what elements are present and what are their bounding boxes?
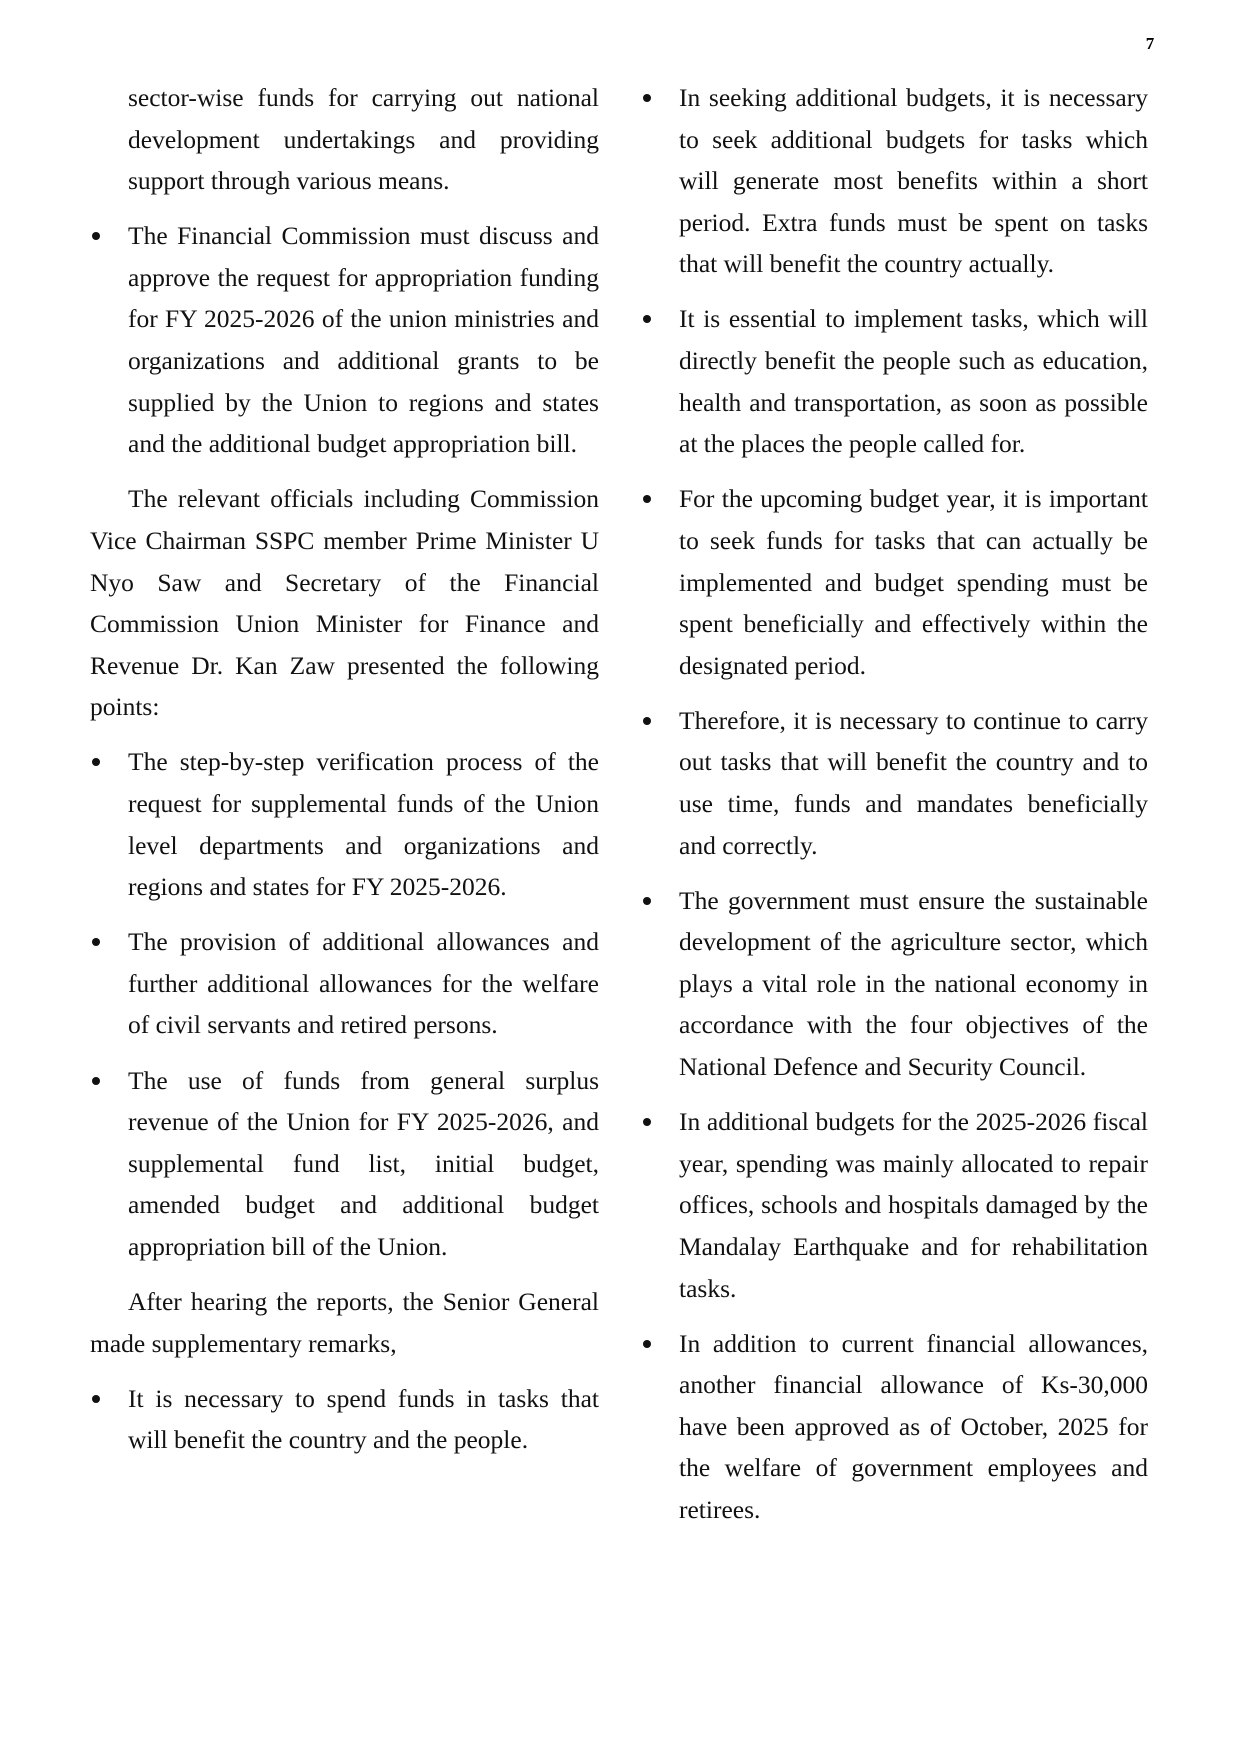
bullet-item [641,880,1148,1088]
bullet-text: In additional budgets for the 2025-2026 fiscal year, spending was mainly allocated to repair offices, schools and hospitals damaged by the Mandalay Earthquake and for rehabilitation tasks. [679,1107,1148,1303]
bullet-text: It is necessary to spend funds in tasks that will benefit the country and the people. [128,1383,599,1455]
bullet-item [641,700,1148,866]
bullet-icon [92,938,100,946]
bullet-text: The step-by-step verification process of the request for supplemental funds of the Union level departments and organizations and regions and states for FY 2025-2026. [128,747,599,902]
bullet-icon [92,232,100,240]
bullet-item [641,1323,1148,1531]
bullet-text: It is essential to implement tasks, which will directly benefit the people such as education, health and transportation, as soon as possible at the places the people called for. [679,304,1148,459]
bullet-icon [643,717,651,725]
bullet-text: The use of funds from general surplus revenue of the Union for FY 2025-2026, and supplemental fund list, initial budget, amended budget and additional budget appropriation bill of the Union. [128,1065,599,1261]
bullet-icon [643,1118,651,1126]
bullet-text: The Financial Commission must discuss and approve the request for appropriation funding for FY 2025-2026 of the union ministries and organizations and additional grants to be supplied by the Union to regions and states and the additional budget appropriation bill. [128,221,599,459]
bullet-item [641,478,1148,686]
bullet-item [90,215,599,465]
bullet-text: In seeking additional budgets, it is necessary to seek additional budgets for tasks which will generate most benefits within a short period. Extra funds must be spent on tasks that will benefit the country actually. [679,83,1148,279]
right-column [641,77,1148,1544]
bullet-text: In addition to current financial allowances, another financial allowance of Ks-30,000 have been approved as of October, 2025 for the welfare of government employees and retirees. [679,1328,1148,1524]
body-paragraph: After hearing the reports, the Senior General made supplementary remarks, [90,1287,599,1358]
body-paragraph: The relevant officials including Commission Vice Chairman SSPC member Prime Minister U Nyo Saw and Secretary of the Financial Commission Union Minister for Finance and Revenue Dr. Kan Zaw presented the following points: [90,484,599,722]
bullet-item [90,741,599,907]
bullet-icon [92,1395,100,1403]
bullet-text: For the upcoming budget year, it is important to seek funds for tasks that can actually be implemented and budget spending must be spent beneficially and effectively within the designated period. [679,484,1148,680]
bullet-item [641,1101,1148,1309]
bullet-icon [643,495,651,503]
bullet-item [90,921,599,1046]
bullet-icon [643,1340,651,1348]
left-column [90,77,599,1474]
bullet-icon [643,94,651,102]
bullet-item [90,1060,599,1268]
bullet-text: Therefore, it is necessary to continue to carry out tasks that will benefit the country and to use time, funds and mandates beneficially and correctly. [679,705,1148,860]
bullet-icon [643,315,651,323]
bullet-item [90,1378,599,1461]
bullet-icon [92,1077,100,1085]
bullet-icon [643,897,651,905]
bullet-item [641,77,1148,285]
bullet-text: The provision of additional allowances and further additional allowances for the welfare of civil servants and retired persons. [128,927,599,1040]
bullet-item [641,298,1148,464]
bullet-text: The government must ensure the sustainable development of the agriculture sector, which plays a vital role in the national economy in accordance with the four objectives of the National Defence and Security Council. [679,885,1148,1082]
continuation-paragraph: sector-wise funds for carrying out national development undertakings and providing support through various means. [128,83,599,196]
page-number: 7 [1145,34,1155,53]
bullet-icon [92,758,100,766]
